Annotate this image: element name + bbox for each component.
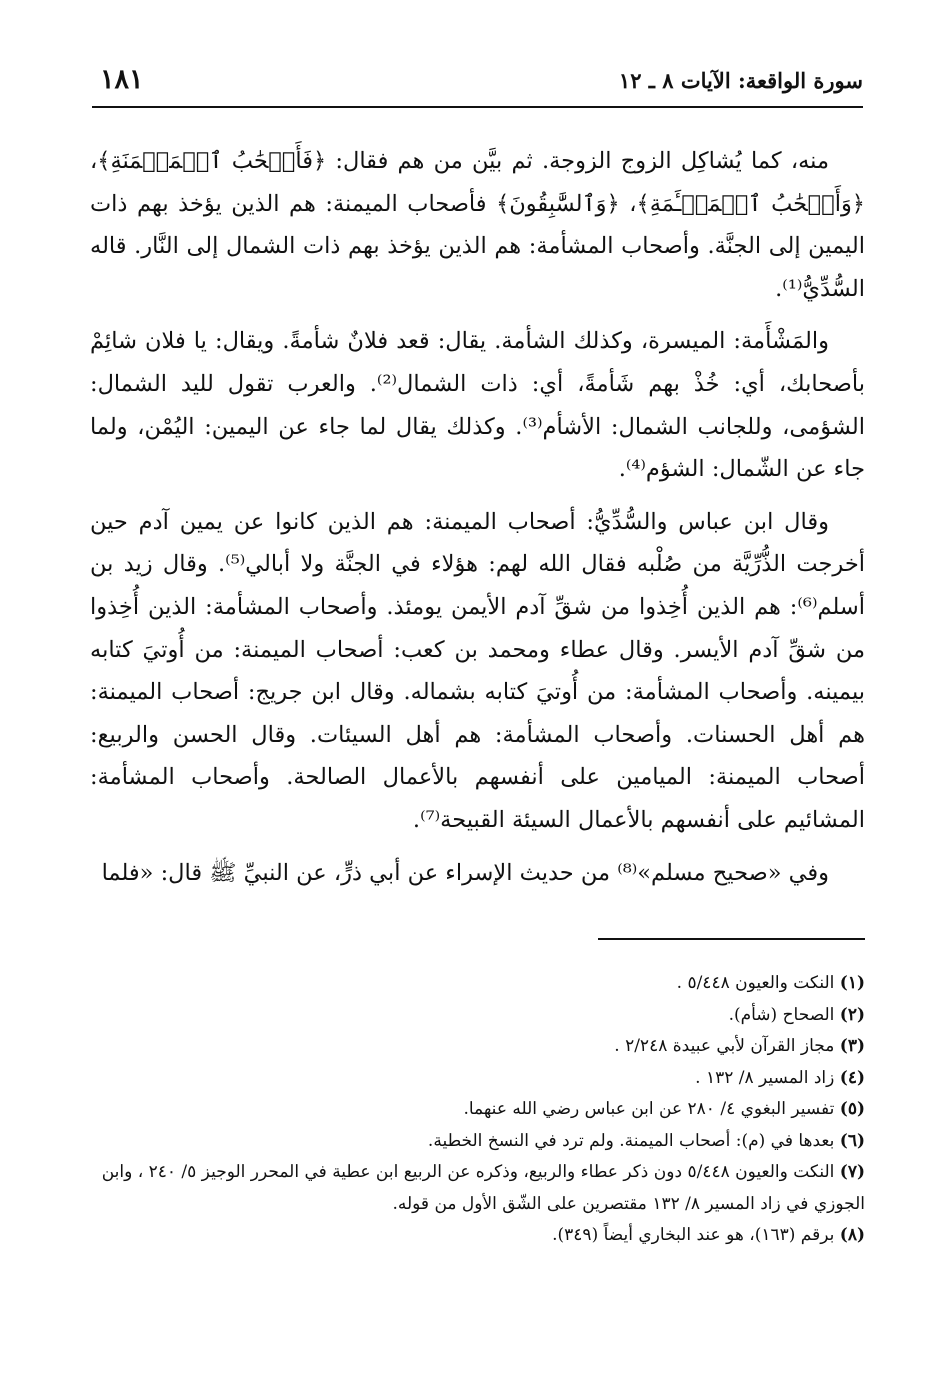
paragraph: منه، كما يُشاكِل الزوج الزوجة. ثم بيَّن من هم فقال: ﴿فَأَصۡحَٰبُ ٱلۡمَيۡمَنَةِ﴾، ﴿وَأَصۡحَٰبُ ٱلۡمَشۡـَٔمَةِ﴾، ﴿وَٱلسَّٰبِقُونَ﴾ فأصحاب الميمنة: هم الذين يؤخذ بهم ذات اليمين إلى الجنَّة. وأصحاب المشأمة: هم الذين يؤخذ بهم ذات الشمال إلى النَّار. قاله السُّدِّيُّ⁽¹⁾. — [90, 148, 865, 302]
footnote — [96, 1126, 865, 1158]
footnote-text: الصحاح (شأم). — [728, 1004, 835, 1025]
footnote-text: النكت والعيون ٥/٤٤٨ دون ذكر عطاء والربيع، وذكره عن الربيع ابن عطية في المحرر الوجيز ٥/ ٢٤٠ ، وابن الجوزي في زاد المسير ٨/ ١٣٢ مقتصرين على الشّق الأول من قوله. — [101, 1162, 865, 1214]
footnote — [96, 1031, 865, 1063]
footnote — [96, 1094, 865, 1126]
footnote — [96, 1157, 865, 1220]
footnote-number: (٤) — [839, 1067, 865, 1088]
footnote-text: زاد المسير ٨/ ١٣٢ . — [695, 1067, 835, 1088]
footnote-number: (١) — [839, 973, 865, 993]
footnote — [96, 1063, 865, 1095]
footnote-separator — [598, 938, 865, 940]
footnote-number: (٢) — [839, 1004, 865, 1025]
footnote-number: (٥) — [839, 1099, 865, 1119]
footnote-text: بعدها في (م): أصحاب الميمنة. ولم ترد في النسخ الخطية. — [427, 1130, 835, 1151]
paragraph: والمَشْأَمة: الميسرة، وكذلك الشأمة. يقال: قعد فلانٌ شأمةً. ويقال: يا فلان شائِمْ بأصحابك، أي: خُذْ بهم شَأمةً، أي: ذات الشمال⁽²⁾. والعرب تقول لليد الشمال: الشؤمى، وللجانب الشمال: الأشأم⁽³⁾. وكذلك يقال لما جاء عن اليمين: اليُمْن، ولما جاء عن الشّمال: الشؤم⁽⁴⁾. — [90, 328, 865, 483]
main-text — [90, 140, 865, 894]
footnote-number: (٨) — [839, 1225, 865, 1245]
footnote-number: (٣) — [839, 1036, 865, 1056]
footnote-text: مجاز القرآن لأبي عبيدة ٢/٢٤٨ . — [614, 1036, 835, 1056]
paragraph: وقال ابن عباس والسُّدِّيُّ: أصحاب الميمنة: هم الذين كانوا عن يمين آدم حين أخرجت الذُّرِّيَّة من صُلْبه فقال الله لهم: هؤلاء في الجنَّة ولا أبالي⁽⁵⁾. وقال زيد بن أسلم⁽⁶⁾: هم الذين أُخِذوا من شقِّ آدم الأيمن يومئذ. وأصحاب المشأمة: الذين أُخِذوا من شقِّ آدم الأيسر. وقال عطاء ومحمد بن كعب: أصحاب الميمنة: من أُوتيَ كتابه بيمينه. وأصحاب المشأمة: من أُوتيَ كتابه بشماله. وقال ابن جريج: أصحاب الميمنة: هم أهل الحسنات. وأصحاب المشأمة: هم أهل السيئات. وقال الحسن والربيع: أصحاب الميمنة: الميامين على أنفسهم بالأعمال الصالحة. وأصحاب المشأمة: المشائيم على أنفسهم بالأعمال السيئة القبيحة⁽⁷⁾. — [90, 508, 865, 833]
footnotes — [96, 968, 865, 1252]
footnote — [96, 1220, 865, 1252]
running-title: سورة الواقعة: الآيات ٨ ـ ١٢ — [618, 68, 863, 93]
footnote-number: (٧) — [839, 1162, 865, 1182]
footnote-text: برقم (١٦٣)، هو عند البخاري أيضاً (٣٤٩). — [552, 1225, 835, 1245]
paragraph: وفي «صحيح مسلم»⁽⁸⁾ من حديث الإسراء عن أبي ذرٍّ، عن النبيِّ ﷺ قال: «فلما — [101, 859, 829, 886]
page-header — [92, 62, 863, 108]
footnote-text: تفسير البغوي ٤/ ٢٨٠ عن ابن عباس رضي الله عنهما. — [463, 1099, 835, 1119]
footnote-text: النكت والعيون ٥/٤٤٨ . — [676, 973, 835, 993]
footnote-number: (٦) — [839, 1130, 865, 1151]
footnote — [96, 1000, 865, 1032]
footnote — [96, 968, 865, 1000]
page-number: ١٨١ — [100, 64, 144, 95]
